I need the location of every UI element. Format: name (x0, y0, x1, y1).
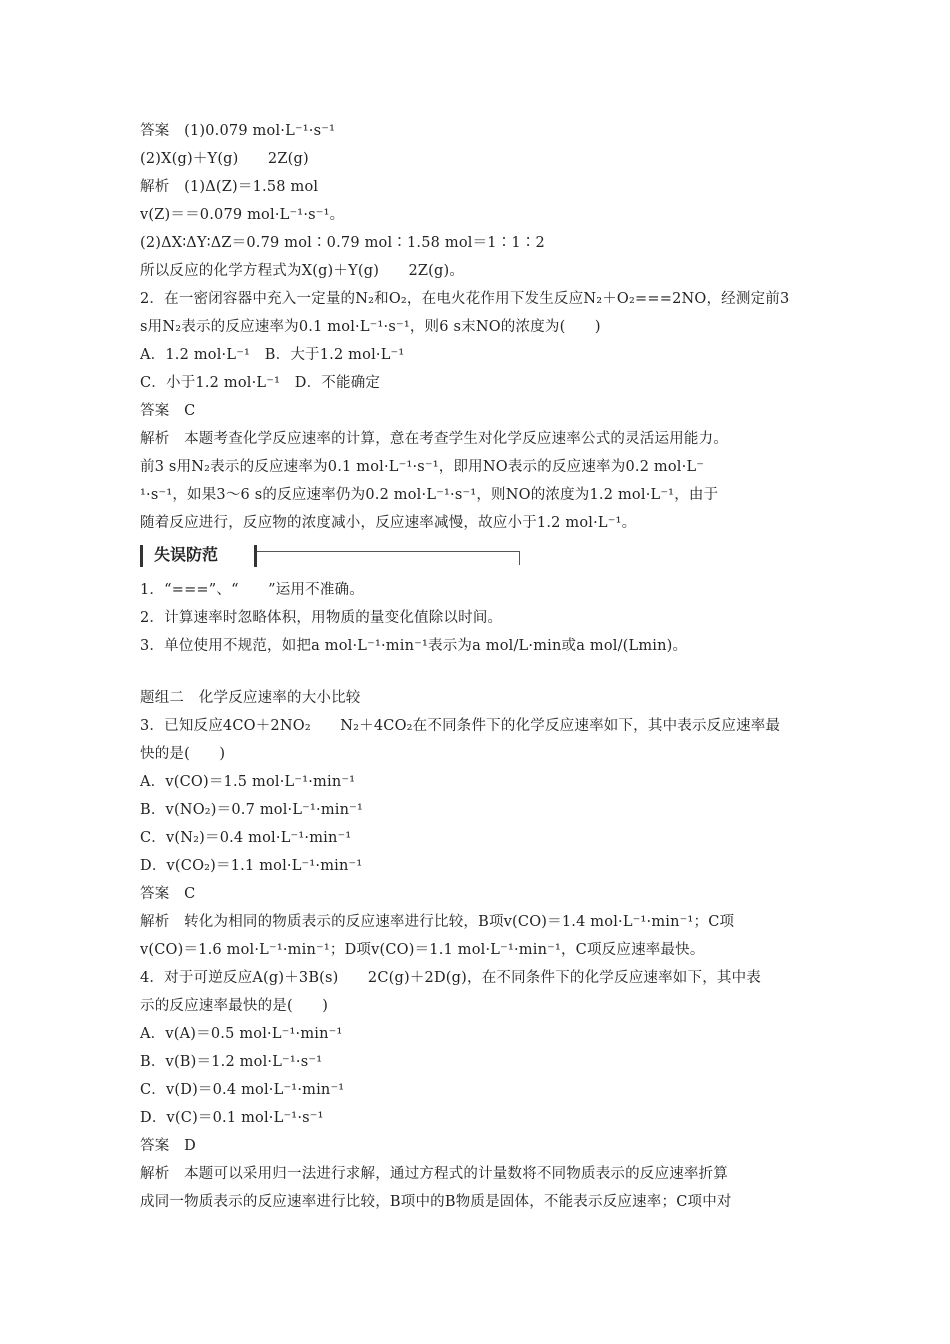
analysis-1-rate: v(Z)＝＝0.079 mol·L⁻¹·s⁻¹。 (140, 207, 345, 223)
question-3-stem-cont: 快的是( ) (140, 746, 226, 762)
analysis-3-line1: 解析 转化为相同的物质表示的反应速率进行比较，B项v(CO)＝1.4 mol·L⁻¹·min⁻¹；C项 (140, 914, 735, 930)
mistake-item-1: 1．“===”、“ ”运用不准确。 (140, 582, 364, 598)
analysis-2-line1: 解析 本题考查化学反应速率的计算，意在考查学生对化学反应速率公式的灵活运用能力。 (140, 431, 728, 447)
question-2-stem-cont: s用N₂表示的反应速率为0.1 mol·L⁻¹·s⁻¹，则6 s末NO的浓度为( ) (140, 319, 601, 335)
mistake-item-2: 2．计算速率时忽略体积，用物质的量变化值除以时间。 (140, 610, 503, 626)
analysis-4-line2: 成同一物质表示的反应速率进行比较，B项中的B物质是固体，不能表示反应速率；C项中对 (140, 1194, 732, 1210)
answer-4: 答案 D (140, 1138, 196, 1154)
question-2-options-cd: C．小于1.2 mol·L⁻¹ D．不能确定 (140, 375, 381, 391)
analysis-2-line3: ¹·s⁻¹，如果3～6 s的反应速率仍为0.2 mol·L⁻¹·s⁻¹，则NO的浓度为1.2 mol·L⁻¹，由于 (140, 487, 719, 503)
header-bar-left (140, 545, 143, 567)
analysis-3-line2: v(CO)＝1.6 mol·L⁻¹·min⁻¹；D项v(CO)＝1.1 mol·L⁻¹·min⁻¹，C项反应速率最快。 (140, 942, 705, 958)
analysis-1: 解析 (1)Δ(Z)＝1.58 mol (140, 179, 319, 195)
answer-3: 答案 C (140, 886, 196, 902)
section-title: 失误防范 (154, 545, 219, 564)
question-2-options-ab: A．1.2 mol·L⁻¹ B．大于1.2 mol·L⁻¹ (140, 347, 405, 363)
header-bar-right (254, 545, 257, 567)
analysis-1-ratio: (2)ΔX∶ΔY∶ΔZ＝0.79 mol∶0.79 mol∶1.58 mol＝1∶1∶2 (140, 235, 545, 251)
question-3-option-c: C．v(N₂)＝0.4 mol·L⁻¹·min⁻¹ (140, 830, 352, 846)
question-2-stem: 2．在一密闭容器中充入一定量的N₂和O₂，在电火花作用下发生反应N₂＋O₂===2NO，经测定前3 (140, 291, 790, 307)
analysis-2-line2: 前3 s用N₂表示的反应速率为0.1 mol·L⁻¹·s⁻¹，即用NO表示的反应速率为0.2 mol·L⁻ (140, 459, 705, 475)
group-title: 题组二 化学反应速率的大小比较 (140, 690, 361, 706)
question-3-option-b: B．v(NO₂)＝0.7 mol·L⁻¹·min⁻¹ (140, 802, 364, 818)
analysis-2-line4: 随着反应进行，反应物的浓度减小，反应速率减慢，故应小于1.2 mol·L⁻¹。 (140, 515, 637, 531)
answer-1: 答案 (1)0.079 mol·L⁻¹·s⁻¹ (140, 123, 336, 139)
question-4-option-c: C．v(D)＝0.4 mol·L⁻¹·min⁻¹ (140, 1082, 345, 1098)
question-3-stem: 3．已知反应4CO＋2NO₂ N₂＋4CO₂在不同条件下的化学反应速率如下，其中表示反应速率最 (140, 718, 781, 734)
question-4-option-a: A．v(A)＝0.5 mol·L⁻¹·min⁻¹ (140, 1026, 343, 1042)
answer-2: 答案 C (140, 403, 196, 419)
header-rule (257, 551, 520, 552)
question-4-option-b: B．v(B)＝1.2 mol·L⁻¹·s⁻¹ (140, 1054, 323, 1070)
question-4-stem-cont: 示的反应速率最快的是( ) (140, 998, 329, 1014)
answer-1-equation: (2)X(g)＋Y(g) 2Z(g) (140, 151, 309, 167)
question-3-option-a: A．v(CO)＝1.5 mol·L⁻¹·min⁻¹ (140, 774, 356, 790)
header-rule-end (519, 551, 520, 565)
mistake-item-3: 3．单位使用不规范，如把a mol·L⁻¹·min⁻¹表示为a mol/L·min或a mol/(Lmin)。 (140, 638, 688, 654)
question-4-stem: 4．对于可逆反应A(g)＋3B(s) 2C(g)＋2D(g)，在不同条件下的化学反应速率如下，其中表 (140, 970, 761, 986)
section-header-mistakes (140, 542, 522, 572)
question-4-option-d: D．v(C)＝0.1 mol·L⁻¹·s⁻¹ (140, 1110, 324, 1126)
question-3-option-d: D．v(CO₂)＝1.1 mol·L⁻¹·min⁻¹ (140, 858, 363, 874)
analysis-1-conclusion: 所以反应的化学方程式为X(g)＋Y(g) 2Z(g)。 (140, 263, 465, 279)
analysis-4-line1: 解析 本题可以采用归一法进行求解，通过方程式的计量数将不同物质表示的反应速率折算 (140, 1166, 728, 1182)
